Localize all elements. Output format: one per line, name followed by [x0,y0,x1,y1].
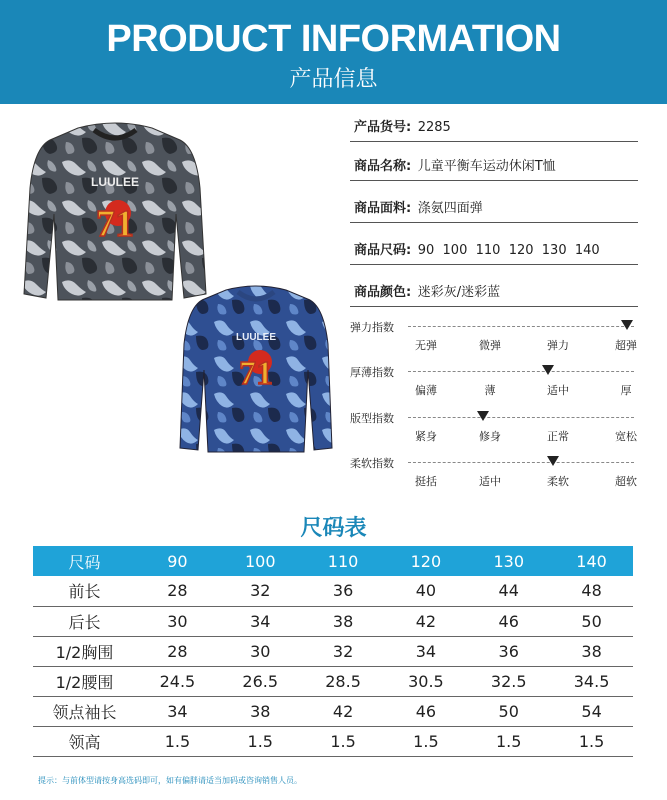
gray-camo-shirt-image [20,118,210,303]
index-marker-icon [477,411,489,421]
header-banner [0,0,667,104]
table-cell: 32.5 [467,666,550,696]
size-chart-title: 尺码表 [300,516,367,541]
table-cell: 28.5 [302,666,385,696]
table-row [33,636,633,666]
index-option: 超弹 [615,339,637,352]
table-cell: 1/2胸围 [33,636,136,666]
table-header-row [33,546,633,576]
table-row [33,606,633,636]
table-row [33,666,633,696]
table-cell: 36 [302,576,385,606]
index-option: 柔软 [547,475,569,488]
table-cell: 前长 [33,576,136,606]
index-thickness [350,364,642,404]
info-row-fabric [350,195,638,223]
page-title: PRODUCT INFORMATION [106,18,561,60]
table-cell: 54 [550,696,633,726]
index-label: 厚薄指数 [350,366,394,379]
table-cell: 26.5 [219,666,302,696]
table-cell: 1/2腰围 [33,666,136,696]
index-label: 版型指数 [350,412,394,425]
index-softness [350,455,642,495]
index-scale-line [408,417,634,418]
index-marker-icon [547,456,559,466]
table-cell: 50 [467,696,550,726]
shirt-logo-text: LUULEE [91,175,139,189]
index-marker-icon [621,320,633,330]
index-option: 弹力 [547,339,569,352]
table-cell: 42 [384,606,467,636]
info-value: 儿童平衡车运动休闲T恤 [417,159,556,174]
table-cell: 34 [219,606,302,636]
index-scale-line [408,462,634,463]
table-cell: 34.5 [550,666,633,696]
table-cell: 28 [136,636,219,666]
size-note-text: 提示：与前体型请按身高选码即可，如有偏胖请适当加码或咨询销售人员。 [38,776,302,785]
shirt-badge-number: 71 [96,203,134,245]
table-row [33,726,633,756]
table-cell: 30.5 [384,666,467,696]
table-cell: 24.5 [136,666,219,696]
shirt-logo-text-blue: LUULEE [236,332,276,343]
table-header-cell: 110 [302,546,385,576]
index-option: 薄 [484,384,496,397]
info-value: 迷彩灰/迷彩蓝 [417,285,501,300]
info-row-colors [350,279,638,307]
index-option: 正常 [547,430,569,443]
index-option: 无弹 [415,339,437,352]
info-row-sizes [350,237,638,265]
table-cell: 1.5 [550,726,633,756]
shirt-badge-number-blue: 71 [239,355,273,392]
table-row [33,576,633,606]
index-option: 适中 [479,475,501,488]
index-option: 适中 [547,384,569,397]
info-label: 产品货号: [354,120,412,135]
table-header-cell: 尺码 [33,546,136,576]
table-cell: 32 [302,636,385,666]
page-subtitle: 产品信息 [289,67,378,92]
size-chart-table [33,546,633,757]
table-cell: 后长 [33,606,136,636]
index-label: 弹力指数 [350,321,394,334]
index-option: 厚 [620,384,632,397]
table-cell: 34 [136,696,219,726]
table-cell: 30 [136,606,219,636]
table-cell: 32 [219,576,302,606]
index-option: 紧身 [415,430,437,443]
info-label: 商品面料: [354,201,412,216]
table-cell: 50 [550,606,633,636]
table-cell: 38 [219,696,302,726]
index-option: 超软 [615,475,637,488]
index-option: 偏薄 [415,384,437,397]
table-cell: 1.5 [302,726,385,756]
info-value: 90 100 110 120 130 140 [417,243,600,258]
table-cell: 38 [302,606,385,636]
table-cell: 40 [384,576,467,606]
table-cell: 36 [467,636,550,666]
table-cell: 30 [219,636,302,666]
info-row-item-number [350,114,638,142]
table-cell: 44 [467,576,550,606]
index-option: 挺括 [415,475,437,488]
table-cell: 1.5 [136,726,219,756]
table-cell: 领高 [33,726,136,756]
table-cell: 1.5 [219,726,302,756]
index-option: 微弹 [479,339,501,352]
info-label: 商品尺码: [354,243,412,258]
table-header-cell: 130 [467,546,550,576]
info-row-product-name [350,153,638,181]
index-fit [350,410,642,450]
index-label: 柔软指数 [350,457,394,470]
index-option: 宽松 [615,430,637,443]
info-label: 商品颜色: [354,285,412,300]
index-scale-line [408,326,634,327]
index-elasticity [350,319,642,359]
table-cell: 46 [467,606,550,636]
table-cell: 领点袖长 [33,696,136,726]
table-row [33,696,633,726]
info-value: 涤氨四面弹 [417,201,483,216]
table-header-cell: 120 [384,546,467,576]
table-header-cell: 90 [136,546,219,576]
table-cell: 28 [136,576,219,606]
table-header-cell: 140 [550,546,633,576]
table-header-cell: 100 [219,546,302,576]
table-cell: 34 [384,636,467,666]
table-cell: 38 [550,636,633,666]
table-cell: 46 [384,696,467,726]
index-scale-line [408,371,634,372]
index-marker-icon [542,365,554,375]
blue-camo-shirt-image [176,282,336,454]
table-cell: 48 [550,576,633,606]
table-cell: 42 [302,696,385,726]
index-option: 修身 [479,430,501,443]
info-label: 商品名称: [354,159,412,174]
table-cell: 1.5 [467,726,550,756]
table-cell: 1.5 [384,726,467,756]
info-value: 2285 [417,120,451,135]
